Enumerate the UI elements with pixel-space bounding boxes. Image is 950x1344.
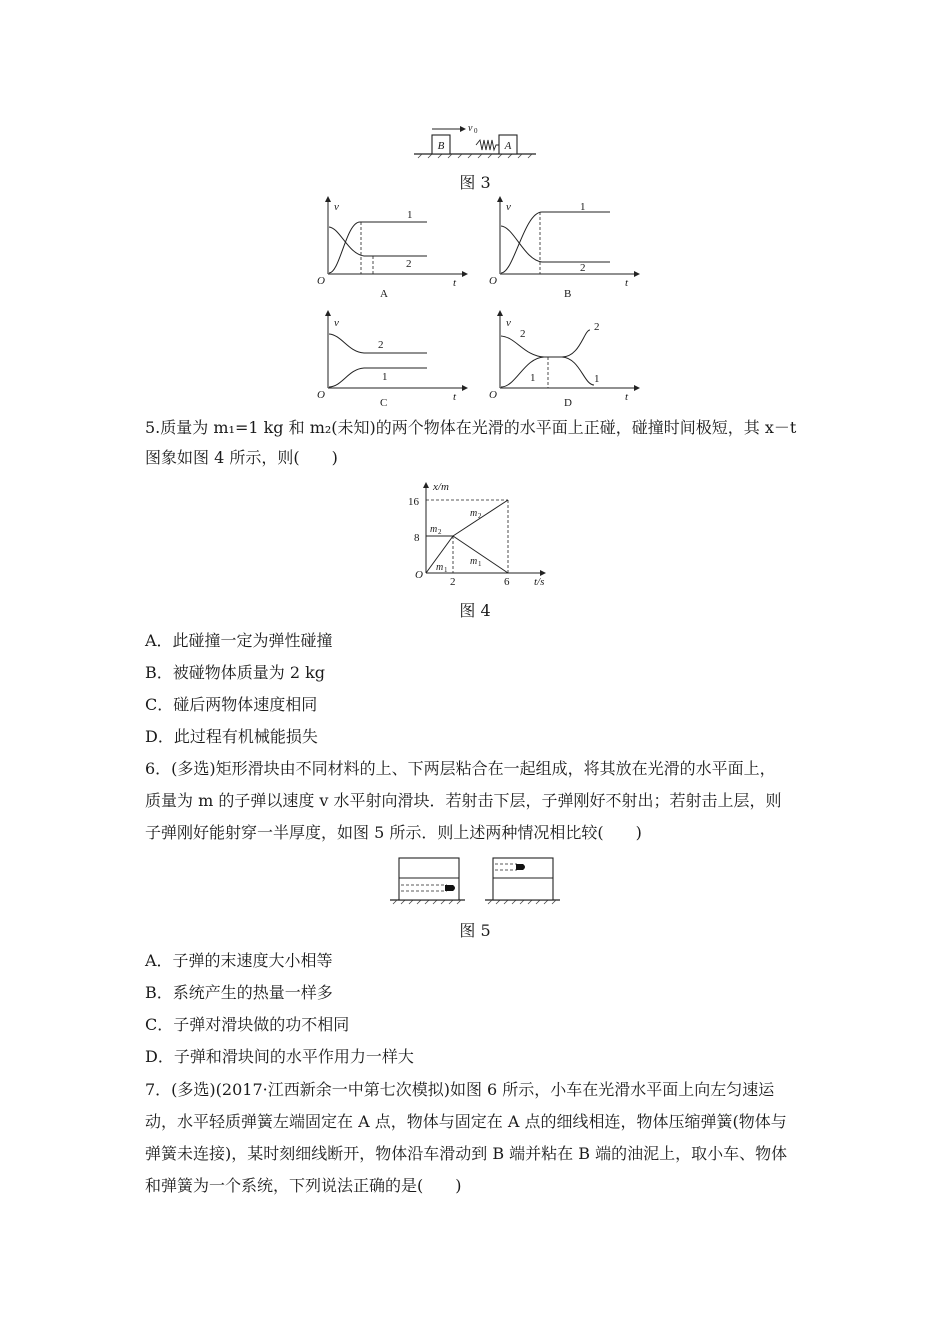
figure-3-diagram — [410, 118, 540, 160]
velocity-label: v — [468, 123, 473, 134]
svg-text:1: 1 — [478, 560, 482, 568]
spring — [476, 140, 499, 150]
curve-2-label: 2 — [580, 262, 586, 274]
figure-5-diagram — [385, 852, 565, 908]
q7-stem-line4: 和弹簧为一个系统，下列说法正确的是( ) — [145, 1176, 462, 1195]
q6-option-a: A．子弹的末速度大小相等 — [145, 951, 333, 970]
axis-v: v — [334, 201, 339, 213]
graph-a — [312, 198, 472, 303]
panel-label: D — [564, 397, 572, 409]
x-axis-label: t/s — [534, 576, 545, 588]
curve-2 — [329, 227, 427, 256]
axis-v: v — [334, 317, 339, 329]
curve-2-label: 2 — [406, 258, 412, 270]
curve-1-label-right: 1 — [594, 373, 600, 385]
q7-stem-line1: 7．(多选)(2017·江西新余一中第七次模拟)如图 6 所示，小车在光滑水平面上向左匀速运 — [145, 1080, 775, 1099]
origin-label: O — [415, 569, 423, 581]
q5-stem-line2: 图象如图 4 所示，则( ) — [145, 448, 338, 467]
block-a-label: A — [504, 140, 512, 152]
svg-text:1: 1 — [444, 566, 448, 574]
q7-stem-line2: 动，水平轻质弹簧左端固定在 A 点，物体与固定在 A 点的细线相连，物体压缩弹簧(物体与 — [145, 1112, 787, 1131]
panel-label: C — [380, 397, 388, 409]
curve-1-label: 1 — [580, 201, 586, 213]
q5-option-c: C．碰后两物体速度相同 — [145, 695, 318, 714]
axis-origin: O — [317, 275, 325, 287]
y-axis-label: x/m — [433, 481, 449, 493]
bullet-lower — [445, 885, 455, 891]
q6-stem-line2: 质量为 m 的子弹以速度 v 水平射向滑块．若射击下层，子弹刚好不射出；若射击上层，则 — [145, 791, 782, 810]
curve-1-label-left: 1 — [530, 372, 536, 384]
q6-stem-line1: 6．(多选)矩形滑块由不同材料的上、下两层粘合在一起组成，将其放在光滑的水平面上， — [145, 759, 776, 778]
figure-3-caption: 图 3 — [459, 173, 491, 192]
axis-v: v — [506, 201, 511, 213]
curve-1-label: 1 — [407, 209, 413, 221]
axis-t: t — [625, 391, 629, 403]
x-tick-2: 2 — [450, 576, 456, 588]
q6-option-b: B．系统产生的热量一样多 — [145, 983, 333, 1002]
figure-5-caption: 图 5 — [459, 921, 491, 940]
m1-label-left: m — [436, 562, 444, 573]
q5-option-d: D．此过程有机械能损失 — [145, 727, 318, 746]
curve-1-label: 1 — [382, 371, 388, 383]
bullet-upper — [516, 864, 525, 870]
ground-hatch — [418, 154, 532, 158]
block-lower-shot — [399, 858, 459, 900]
graph-d — [484, 312, 644, 407]
svg-text:2: 2 — [478, 512, 482, 520]
velocity-label-sub: 0 — [474, 127, 478, 135]
q5-stem-line1: 5.质量为 m₁=1 kg 和 m₂(未知)的两个物体在光滑的水平面上正碰，碰撞时间极短，其 x－t — [145, 418, 797, 437]
q5-option-b: B．被碰物体质量为 2 kg — [145, 663, 326, 682]
curve-2 — [501, 330, 590, 357]
graph-c — [312, 312, 472, 407]
curve-2-label: 2 — [378, 339, 384, 351]
axis-t: t — [625, 277, 629, 289]
q6-option-c: C．子弹对滑块做的功不相同 — [145, 1015, 350, 1034]
curve-2 — [501, 226, 610, 262]
axis-v: v — [506, 317, 511, 329]
axis-origin: O — [317, 389, 325, 401]
m1-label-right: m — [470, 556, 478, 567]
axis-t: t — [453, 391, 457, 403]
axis-origin: O — [489, 389, 497, 401]
figure-4-caption: 图 4 — [459, 601, 491, 620]
block-b-label: B — [437, 140, 445, 152]
q7-stem-line3: 弹簧未连接)，某时刻细线断开，物体沿车滑动到 B 端并粘在 B 端的油泥上，取小车、物体 — [145, 1144, 788, 1163]
svg-text:2: 2 — [438, 528, 442, 536]
y-tick-16: 16 — [408, 496, 419, 508]
x-tick-6: 6 — [504, 576, 510, 588]
graph-b — [484, 198, 644, 303]
axis-origin: O — [489, 275, 497, 287]
q6-stem-line3: 子弹刚好能射穿一半厚度，如图 5 所示．则上述两种情况相比较( ) — [145, 823, 642, 842]
axis-t: t — [453, 277, 457, 289]
curve-1 — [329, 368, 427, 387]
m2-label-left: m — [430, 524, 438, 535]
curve-1 — [501, 357, 594, 387]
q6-option-d: D．子弹和滑块间的水平作用力一样大 — [145, 1047, 414, 1066]
curve-2-label-left: 2 — [520, 328, 526, 340]
m2-label-right: m — [470, 508, 478, 519]
y-tick-8: 8 — [414, 532, 420, 544]
q5-option-a: A．此碰撞一定为弹性碰撞 — [145, 631, 333, 650]
curve-1 — [329, 222, 427, 273]
curve-2-label-right: 2 — [594, 321, 600, 333]
panel-label: A — [380, 288, 388, 300]
panel-label: B — [564, 288, 572, 300]
figure-4-graph — [400, 478, 560, 588]
velocity-arrowhead — [460, 126, 466, 132]
curve-1 — [501, 212, 610, 273]
